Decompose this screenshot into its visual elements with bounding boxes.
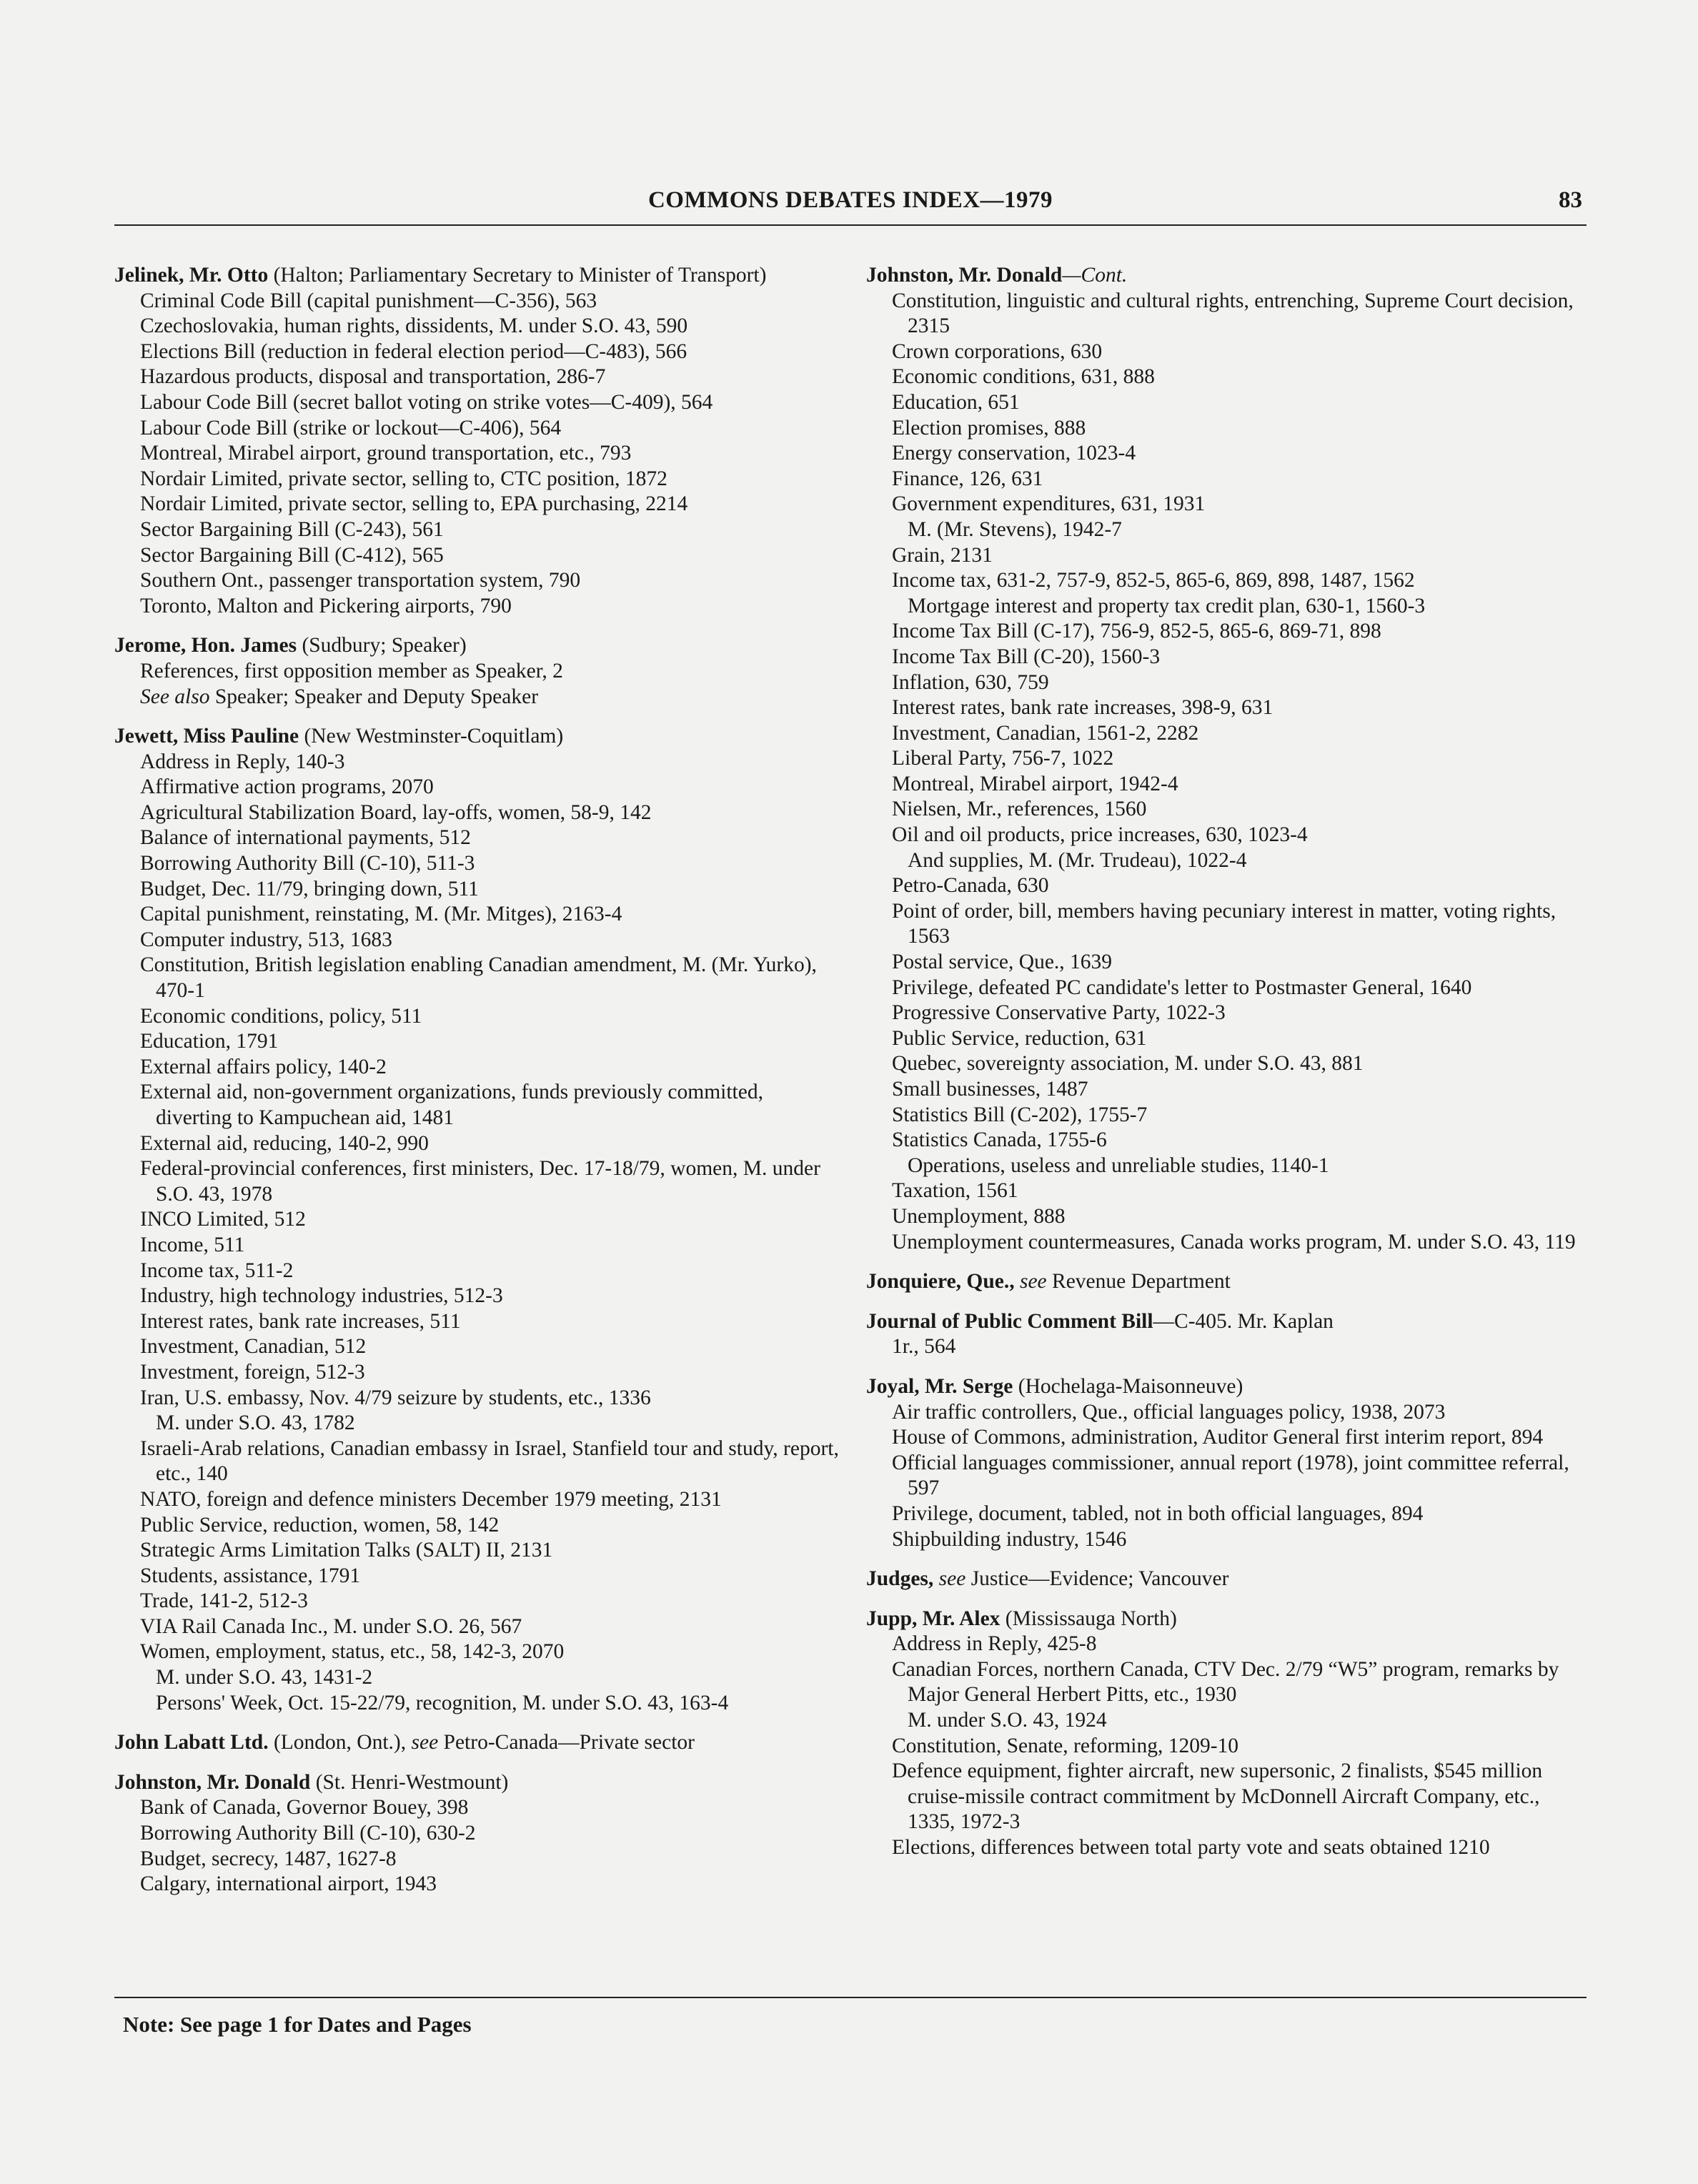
- entry-heading: [866, 1567, 1588, 1592]
- subentry: Labour Code Bill (secret ballot voting on strike votes—C-409), 564: [140, 390, 713, 414]
- page-title: COMMONS DEBATES INDEX—1979: [647, 187, 1053, 213]
- sub-subentry: Persons' Week, Oct. 15-22/79, recognition, M. under S.O. 43, 163-4: [156, 1691, 729, 1714]
- subentry: Borrowing Authority Bill (C-10), 630-2: [140, 1822, 476, 1845]
- see-reference: see: [938, 1567, 966, 1591]
- subentry: Air traffic controllers, Que., official languages policy, 1938, 2073: [892, 1400, 1446, 1424]
- subentry: Education, 651: [892, 390, 1020, 414]
- subentry: Address in Reply, 425-8: [892, 1632, 1097, 1656]
- subentry: INCO Limited, 512: [140, 1208, 306, 1231]
- entry-detail: (Halton; Parliamentary Secretary to Minister of Transport): [268, 264, 767, 287]
- subentry: External affairs policy, 140-2: [140, 1055, 387, 1078]
- entry-name: Jupp, Mr. Alex: [866, 1607, 1001, 1630]
- subentry: NATO, foreign and defence ministers December 1979 meeting, 2131: [140, 1487, 722, 1511]
- sub-subentry: Operations, useless and unreliable studies, 1140-1: [908, 1153, 1329, 1177]
- subentry: Privilege, document, tabled, not in both official languages, 894: [892, 1502, 1424, 1525]
- subentry: Interest rates, bank rate increases, 398-9, 631: [892, 696, 1274, 720]
- see-reference: see: [411, 1731, 439, 1754]
- entry-detail: (London, Ont.),: [268, 1731, 412, 1754]
- subentry: Elections, differences between total party vote and seats obtained 1210: [892, 1836, 1490, 1860]
- subentry: Quebec, sovereignty association, M. under S.O. 43, 881: [892, 1052, 1364, 1076]
- subentry: Official languages commissioner, annual report (1978), joint committee referral, 597: [892, 1451, 1569, 1500]
- entry-heading: [114, 263, 843, 289]
- subentry: Election promises, 888: [892, 416, 1086, 440]
- subentry: Finance, 126, 631: [892, 467, 1043, 490]
- subentry: Defence equipment, fighter aircraft, new supersonic, 2 finalists, $545 million cruise-missile contract commitment by McDonnell Aircraft Company, etc., 1335, 1972-3: [892, 1759, 1543, 1834]
- subentry: Unemployment countermeasures, Canada works program, M. under S.O. 43, 119: [892, 1230, 1576, 1254]
- subentry: External aid, non-government organizations, funds previously committed, diverting to Kampuchean aid, 1481: [140, 1081, 763, 1129]
- entry-name: Jerome, Hon. James: [114, 634, 297, 657]
- see-target: Revenue Department: [1046, 1270, 1231, 1294]
- subentry: Montreal, Mirabel airport, 1942-4: [892, 772, 1178, 795]
- entry-heading: [114, 1730, 843, 1756]
- subentry: Government expenditures, 631, 1931: [892, 492, 1206, 516]
- index-entry: [114, 1730, 843, 1756]
- subentry: House of Commons, administration, Auditor General first interim report, 894: [892, 1426, 1544, 1449]
- subentry: Federal-provincial conferences, first ministers, Dec. 17-18/79, women, M. under S.O. 43, 1978: [140, 1157, 820, 1206]
- subentry: Investment, foreign, 512-3: [140, 1360, 365, 1384]
- page-number: 83: [1559, 187, 1582, 213]
- index-entry: [866, 1309, 1588, 1360]
- subentry: External aid, reducing, 140-2, 990: [140, 1131, 429, 1155]
- footer-note: Note: See page 1 for Dates and Pages: [123, 2012, 472, 2037]
- subentry: References, first opposition member as Speaker, 2: [140, 659, 563, 682]
- subentry: Unemployment, 888: [892, 1204, 1066, 1228]
- subentry: Inflation, 630, 759: [892, 670, 1049, 694]
- subentry: Calgary, international airport, 1943: [140, 1872, 437, 1896]
- subentry: Petro-Canada, 630: [892, 874, 1049, 898]
- subentry: Trade, 141-2, 512-3: [140, 1589, 308, 1613]
- see-target: Petro-Canada—Private sector: [438, 1731, 695, 1754]
- sub-subentry: M. under S.O. 43, 1782: [156, 1411, 355, 1435]
- subentry: Women, employment, status, etc., 58, 142-3, 2070: [140, 1640, 565, 1664]
- subentry: Point of order, bill, members having pecuniary interest in matter, voting rights, 1563: [892, 899, 1556, 948]
- entry-detail: —C-405. Mr. Kaplan: [1153, 1309, 1334, 1333]
- subentry: Interest rates, bank rate increases, 511: [140, 1309, 461, 1333]
- subentry: Progressive Conservative Party, 1022-3: [892, 1001, 1226, 1025]
- index-entry: [114, 633, 843, 710]
- entry-heading: [866, 1607, 1588, 1632]
- subentry: Economic conditions, policy, 511: [140, 1004, 422, 1028]
- subentry: Agricultural Stabilization Board, lay-offs, women, 58-9, 142: [140, 800, 652, 824]
- entry-name: Journal of Public Comment Bill: [866, 1309, 1153, 1333]
- entry-detail: (Sudbury; Speaker): [297, 634, 467, 657]
- subentry: Sector Bargaining Bill (C-243), 561: [140, 517, 444, 541]
- index-entry: [866, 263, 1588, 1255]
- subentry: Computer industry, 513, 1683: [140, 928, 392, 951]
- subentry: Borrowing Authority Bill (C-10), 511-3: [140, 852, 475, 875]
- sub-subentry: M. under S.O. 43, 1924: [908, 1709, 1107, 1732]
- entry-name: Jonquiere, Que.,: [866, 1270, 1020, 1294]
- subentry: Nordair Limited, private sector, selling to, EPA purchasing, 2214: [140, 492, 688, 516]
- subentry: Czechoslovakia, human rights, dissidents, M. under S.O. 43, 590: [140, 314, 688, 338]
- subentry: Income Tax Bill (C-20), 1560-3: [892, 645, 1161, 668]
- subentry: Oil and oil products, price increases, 630, 1023-4: [892, 823, 1308, 847]
- subentry: Budget, secrecy, 1487, 1627-8: [140, 1847, 397, 1870]
- subentry: Montreal, Mirabel airport, ground transportation, etc., 793: [140, 442, 632, 465]
- right-column: [866, 263, 1588, 1861]
- entry-heading: [114, 724, 843, 750]
- subentry: Iran, U.S. embassy, Nov. 4/79 seizure by students, etc., 1336: [140, 1386, 651, 1409]
- sub-subentry: Mortgage interest and property tax credit plan, 630-1, 1560-3: [908, 594, 1426, 617]
- subentry: Sector Bargaining Bill (C-412), 565: [140, 543, 444, 567]
- see-target: Justice—Evidence; Vancouver: [965, 1567, 1229, 1591]
- subentry: Nordair Limited, private sector, selling to, CTC position, 1872: [140, 467, 667, 490]
- entry-heading: [866, 263, 1588, 289]
- footer-rule: [114, 1997, 1587, 1998]
- sub-subentry: And supplies, M. (Mr. Trudeau), 1022-4: [908, 848, 1247, 872]
- subentry: Constitution, Senate, reforming, 1209-10: [892, 1734, 1239, 1757]
- entry-detail: (St. Henri-Westmount): [310, 1770, 509, 1794]
- subentry: Israeli-Arab relations, Canadian embassy in Israel, Stanfield tour and study, report, etc., 140: [140, 1436, 839, 1486]
- subentry: Canadian Forces, northern Canada, CTV Dec. 2/79 “W5” program, remarks by Major General Herbert Pitts, etc., 1930: [892, 1657, 1559, 1707]
- sub-subentry: M. (Mr. Stevens), 1942-7: [908, 517, 1122, 541]
- subentry: Nielsen, Mr., references, 1560: [892, 798, 1147, 821]
- subentry: Capital punishment, reinstating, M. (Mr. Mitges), 2163-4: [140, 903, 622, 926]
- subentry: Budget, Dec. 11/79, bringing down, 511: [140, 877, 479, 900]
- subentry: Shipbuilding industry, 1546: [892, 1527, 1127, 1551]
- subentry: Constitution, linguistic and cultural rights, entrenching, Supreme Court decision, 2315: [892, 289, 1574, 338]
- subentry: Affirmative action programs, 2070: [140, 775, 434, 799]
- subentry: Statistics Canada, 1755-6: [892, 1128, 1107, 1152]
- page-header: [114, 187, 1587, 223]
- entry-heading: [866, 1269, 1588, 1295]
- subentry: Public Service, reduction, women, 58, 142: [140, 1513, 500, 1537]
- entry-detail: (Mississauga North): [1000, 1607, 1177, 1630]
- entry-name: Joyal, Mr. Serge: [866, 1374, 1013, 1398]
- subentry: 1r., 564: [892, 1335, 956, 1359]
- subentry: Privilege, defeated PC candidate's letter to Postmaster General, 1640: [892, 976, 1472, 999]
- subentry: Income tax, 631-2, 757-9, 852-5, 865-6, 869, 898, 1487, 1562: [892, 569, 1415, 592]
- entry-detail: (New Westminster-Coquitlam): [299, 725, 564, 748]
- entry-name: Johnston, Mr. Donald: [866, 264, 1063, 287]
- subentry: Statistics Bill (C-202), 1755-7: [892, 1103, 1148, 1126]
- index-entry: [866, 1269, 1588, 1295]
- subentry: Investment, Canadian, 1561-2, 2282: [892, 721, 1199, 745]
- entry-continued: —Cont.: [1062, 264, 1128, 287]
- entry-name: Jewett, Miss Pauline: [114, 725, 299, 748]
- subentry: Students, assistance, 1791: [140, 1564, 361, 1587]
- index-entry: [114, 263, 843, 619]
- subentry: Income, 511: [140, 1233, 245, 1256]
- subentry: Economic conditions, 631, 888: [892, 365, 1155, 389]
- subentry: Grain, 2131: [892, 543, 993, 567]
- left-column: [114, 263, 843, 1897]
- subentry: Investment, Canadian, 512: [140, 1335, 367, 1359]
- index-entry: [866, 1567, 1588, 1592]
- subentry: [114, 685, 843, 710]
- subentry: Hazardous products, disposal and transportation, 286-7: [140, 365, 606, 389]
- subentry: Constitution, British legislation enabling Canadian amendment, M. (Mr. Yurko), 470-1: [140, 953, 817, 1003]
- subentry: Strategic Arms Limitation Talks (SALT) II, 2131: [140, 1539, 553, 1562]
- entry-name: Johnston, Mr. Donald: [114, 1770, 311, 1794]
- entry-name: Jelinek, Mr. Otto: [114, 264, 269, 287]
- header-rule: [114, 224, 1587, 226]
- subentry: Labour Code Bill (strike or lockout—C-406), 564: [140, 416, 562, 440]
- subentry: Industry, high technology industries, 512-3: [140, 1284, 503, 1308]
- subentry: Small businesses, 1487: [892, 1078, 1088, 1101]
- subentry: Postal service, Que., 1639: [892, 950, 1113, 974]
- subentry: Income tax, 511-2: [140, 1259, 294, 1282]
- entry-heading: [866, 1309, 1588, 1335]
- subentry: VIA Rail Canada Inc., M. under S.O. 26, 567: [140, 1614, 522, 1638]
- subentry: Education, 1791: [140, 1030, 279, 1053]
- subentry: Toronto, Malton and Pickering airports, 790: [140, 594, 512, 617]
- subentry: Southern Ont., passenger transportation system, 790: [140, 569, 581, 592]
- see-reference: see: [1019, 1270, 1047, 1294]
- subentry: Bank of Canada, Governor Bouey, 398: [140, 1796, 469, 1820]
- subentry: Income Tax Bill (C-17), 756-9, 852-5, 865-6, 869-71, 898: [892, 620, 1381, 643]
- subentry: Energy conservation, 1023-4: [892, 442, 1136, 465]
- entry-detail: (Hochelaga-Maisonneuve): [1013, 1374, 1243, 1398]
- entry-heading: [114, 633, 843, 659]
- index-entry: [114, 724, 843, 1716]
- subentry: Balance of international payments, 512: [140, 826, 471, 850]
- entry-heading: [866, 1374, 1588, 1400]
- subentry: Public Service, reduction, 631: [892, 1026, 1147, 1050]
- index-entry: [866, 1374, 1588, 1552]
- sub-subentry: M. under S.O. 43, 1431-2: [156, 1666, 373, 1689]
- index-entry: [866, 1607, 1588, 1861]
- subentry: Elections Bill (reduction in federal election period—C-483), 566: [140, 339, 687, 363]
- subentry: Criminal Code Bill (capital punishment—C-356), 563: [140, 289, 597, 312]
- subentry: Address in Reply, 140-3: [140, 750, 345, 773]
- subentry: Crown corporations, 630: [892, 339, 1103, 363]
- entry-name: Judges,: [866, 1567, 939, 1591]
- see-also-target: Speaker; Speaker and Deputy Speaker: [209, 685, 539, 708]
- subentry: Liberal Party, 756-7, 1022: [892, 747, 1114, 770]
- entry-name: John Labatt Ltd.: [114, 1731, 269, 1754]
- index-entry: [114, 1770, 843, 1897]
- subentry: Taxation, 1561: [892, 1179, 1018, 1203]
- entry-heading: [114, 1770, 843, 1796]
- see-also: See also: [140, 685, 210, 708]
